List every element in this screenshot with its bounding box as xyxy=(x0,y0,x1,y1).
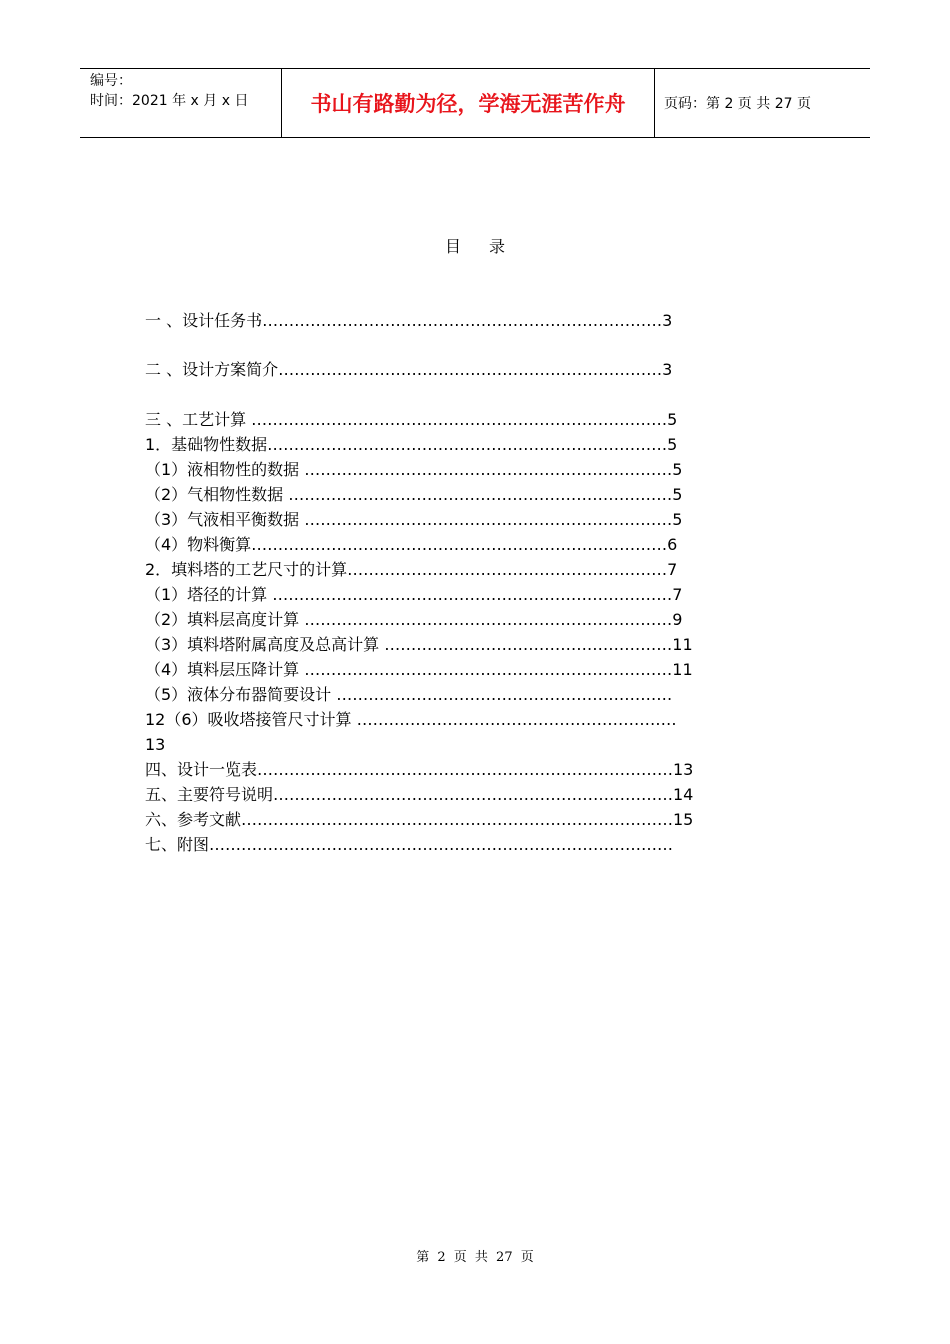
toc-entry: （5）液体分布器简要设计 ……………………………………………………… xyxy=(145,685,673,704)
toc-entry: 七、附图…………………………………………………………………………… xyxy=(145,835,674,854)
toc-entry: （2）气相物性数据 ………………………………………………………………5 xyxy=(145,485,683,504)
toc-title: 目录 xyxy=(444,237,533,256)
toc-entry: 四、设计一览表……………………………………………………………………13 xyxy=(145,760,694,779)
toc-entry: 13 xyxy=(145,735,166,754)
header-page-info: 页码：第 2 页 共 27 页 xyxy=(664,96,811,112)
toc-entry: （1）塔径的计算 …………………………………………………………………7 xyxy=(145,585,683,604)
toc-entry: 2．填料塔的工艺尺寸的计算……………………………………………………7 xyxy=(145,560,678,579)
toc-entry: （4）填料层压降计算 ……………………………………………………………11 xyxy=(145,660,693,679)
header-motto: 书山有路勤为径，学海无涯苦作舟 xyxy=(310,92,626,116)
toc-entry: 12（6）吸收塔接管尺寸计算 …………………………………………………… xyxy=(145,710,677,729)
toc-entry: （4）物料衡算……………………………………………………………………6 xyxy=(145,535,678,554)
document-date-label: 时间：2021 年 x 月 x 日 xyxy=(90,93,249,109)
header-meta xyxy=(90,71,248,111)
page-header xyxy=(80,68,870,138)
page-footer: 第 2 页 共 27 页 xyxy=(416,1250,534,1265)
toc-entry: 一 、设计任务书…………………………………………………………………3 xyxy=(145,311,673,330)
document-number-label: 编号： xyxy=(90,73,132,89)
toc-entry: 1．基础物性数据…………………………………………………………………5 xyxy=(145,435,678,454)
toc-entry: （1）液相物性的数据 ……………………………………………………………5 xyxy=(145,460,683,479)
toc-entry: （3）填料塔附属高度及总高计算 ………………………………………………11 xyxy=(145,635,693,654)
toc-entry: 六、参考文献………………………………………………………………………15 xyxy=(145,810,694,829)
toc-entry: （3）气液相平衡数据 ……………………………………………………………5 xyxy=(145,510,683,529)
toc-entry: 三 、工艺计算 ……………………………………………………………………5 xyxy=(145,410,678,429)
header-divider xyxy=(654,69,655,137)
toc-entry: 二 、设计方案简介………………………………………………………………3 xyxy=(145,360,673,379)
toc-entry: （2）填料层高度计算 ……………………………………………………………9 xyxy=(145,610,683,629)
toc-entry: 五、主要符号说明…………………………………………………………………14 xyxy=(145,785,694,804)
